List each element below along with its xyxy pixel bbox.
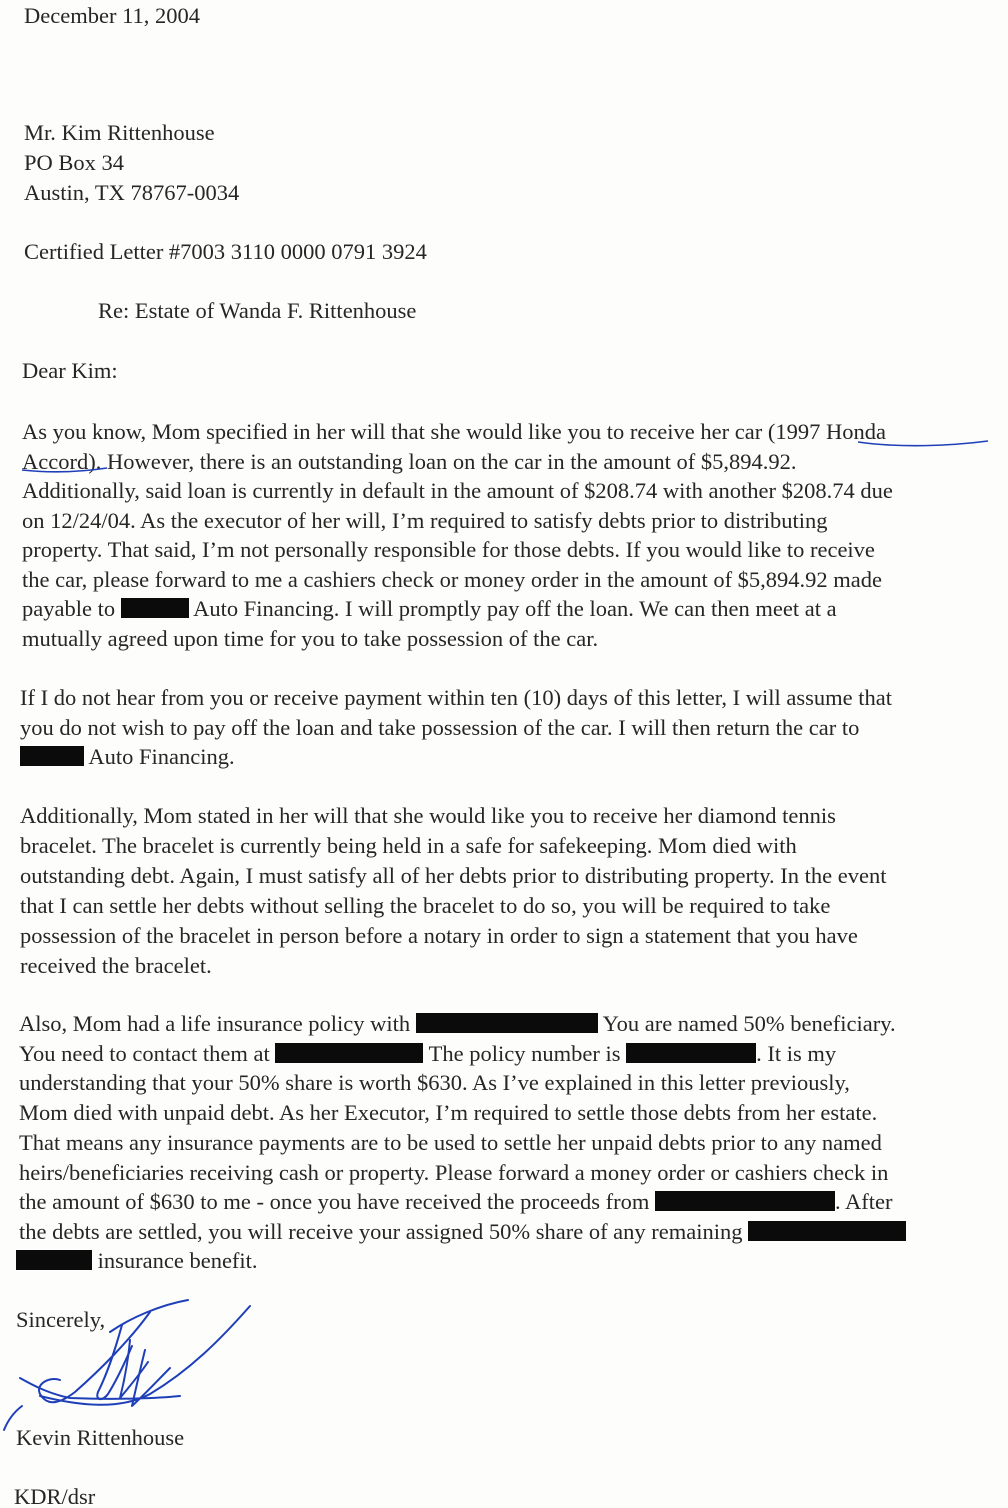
p4-line-1-start: Also, Mom had a life insurance policy with (19, 1011, 411, 1036)
recipient-name: Mr. Kim Rittenhouse (24, 120, 215, 145)
p2-line-2: you do not wish to pay off the loan and take possession of the car. I will then return the car to (20, 715, 860, 740)
p4-line-2-middle: The policy number is (428, 1041, 621, 1066)
typist-initials: KDR/dsr (14, 1484, 96, 1508)
certified-letter-number: Certified Letter #7003 3110 0000 0791 3924 (24, 239, 427, 264)
p4-line-6: heirs/beneficiaries receiving cash or property. Please forward a money order or cashiers check in (19, 1160, 889, 1185)
p1-line-7-start: payable to (22, 596, 116, 621)
p4-line-9 (16, 1250, 258, 1273)
p1-line-4: on 12/24/04. As the executor of her will, I’m required to satisfy debts prior to distributing (22, 508, 828, 533)
p3-line-6: received the bracelet. (20, 953, 212, 978)
p2-line-1: If I do not hear from you or receive payment within ten (10) days of this letter, I will assume that (20, 685, 892, 710)
redaction-bar (416, 1013, 598, 1033)
p1-line-3: Additionally, said loan is currently in default in the amount of $208.74 with another $208.74 due (22, 478, 893, 503)
re-line: Re: Estate of Wanda F. Rittenhouse (98, 298, 417, 323)
p1-line-1: As you know, Mom specified in her will that she would like you to receive her car (1997 Honda (22, 419, 886, 444)
redaction-bar (626, 1043, 756, 1063)
p4-line-1-end: You are named 50% beneficiary. (602, 1011, 896, 1036)
signer-name: Kevin Rittenhouse (16, 1425, 185, 1450)
p3-line-3: outstanding debt. Again, I must satisfy all of her debts prior to distributing property. In the event (20, 863, 887, 888)
p2-line-3-text: Auto Financing. (88, 744, 235, 769)
p3-line-1: Additionally, Mom stated in her will that she would like you to receive her diamond tennis (20, 803, 836, 828)
p1-line-8: mutually agreed upon time for you to take possession of the car. (22, 626, 599, 651)
p3-line-5: possession of the bracelet in person before a notary in order to sign a statement that you have (20, 923, 858, 948)
p1-line-6: the car, please forward to me a cashiers check or money order in the amount of $5,894.92 made (22, 567, 883, 592)
redaction-bar (20, 746, 84, 766)
redaction-bar (748, 1221, 906, 1241)
p4-line-7 (19, 1191, 893, 1214)
p4-line-9-text: insurance benefit. (97, 1248, 258, 1273)
salutation: Dear Kim: (22, 358, 118, 383)
redaction-bar (655, 1191, 835, 1211)
p1-line-5: property. That said, I’m not personally responsible for those debts. If you would like to receive (22, 537, 875, 562)
p1-line-7 (22, 598, 837, 621)
p4-line-5: That means any insurance payments are to be used to settle her unpaid debts prior to any named (19, 1130, 882, 1155)
p3-line-4: that I can settle her debts without selling the bracelet to do so, you will be required to take (20, 893, 831, 918)
p1-line-7-end: Auto Financing. I will promptly pay off the loan. We can then meet at a (193, 596, 837, 621)
closing: Sincerely, (16, 1307, 106, 1332)
p2-line-3 (20, 746, 235, 769)
p4-line-2 (19, 1043, 836, 1066)
redaction-bar (275, 1043, 423, 1063)
p4-line-7-start: the amount of $630 to me - once you have received the proceeds from (19, 1189, 650, 1214)
p1-line-2: Accord). However, there is an outstanding loan on the car in the amount of $5,894.92. (22, 449, 797, 474)
p4-line-7-end: . After (835, 1189, 893, 1214)
recipient-address-line-1: PO Box 34 (24, 150, 125, 175)
redaction-bar (121, 598, 189, 618)
p4-line-8-text: the debts are settled, you will receive your assigned 50% share of any remaining (19, 1219, 743, 1244)
letter-date: December 11, 2004 (24, 3, 200, 28)
pen-underline (0, 0, 1008, 480)
p4-line-2-end: . It is my (756, 1041, 837, 1066)
p4-line-1 (19, 1013, 896, 1036)
redaction-bar (16, 1250, 92, 1270)
p4-line-4: Mom died with unpaid debt. As her Executor, I’m required to settle those debts from her estate. (19, 1100, 878, 1125)
recipient-address-line-2: Austin, TX 78767-0034 (24, 180, 240, 205)
p4-line-3: understanding that your 50% share is worth $630. As I’ve explained in this letter previously, (19, 1070, 850, 1095)
p4-line-2-start: You need to contact them at (19, 1041, 270, 1066)
p4-line-8 (19, 1221, 906, 1244)
p3-line-2: bracelet. The bracelet is currently being held in a safe for safekeeping. Mom died with (20, 833, 797, 858)
